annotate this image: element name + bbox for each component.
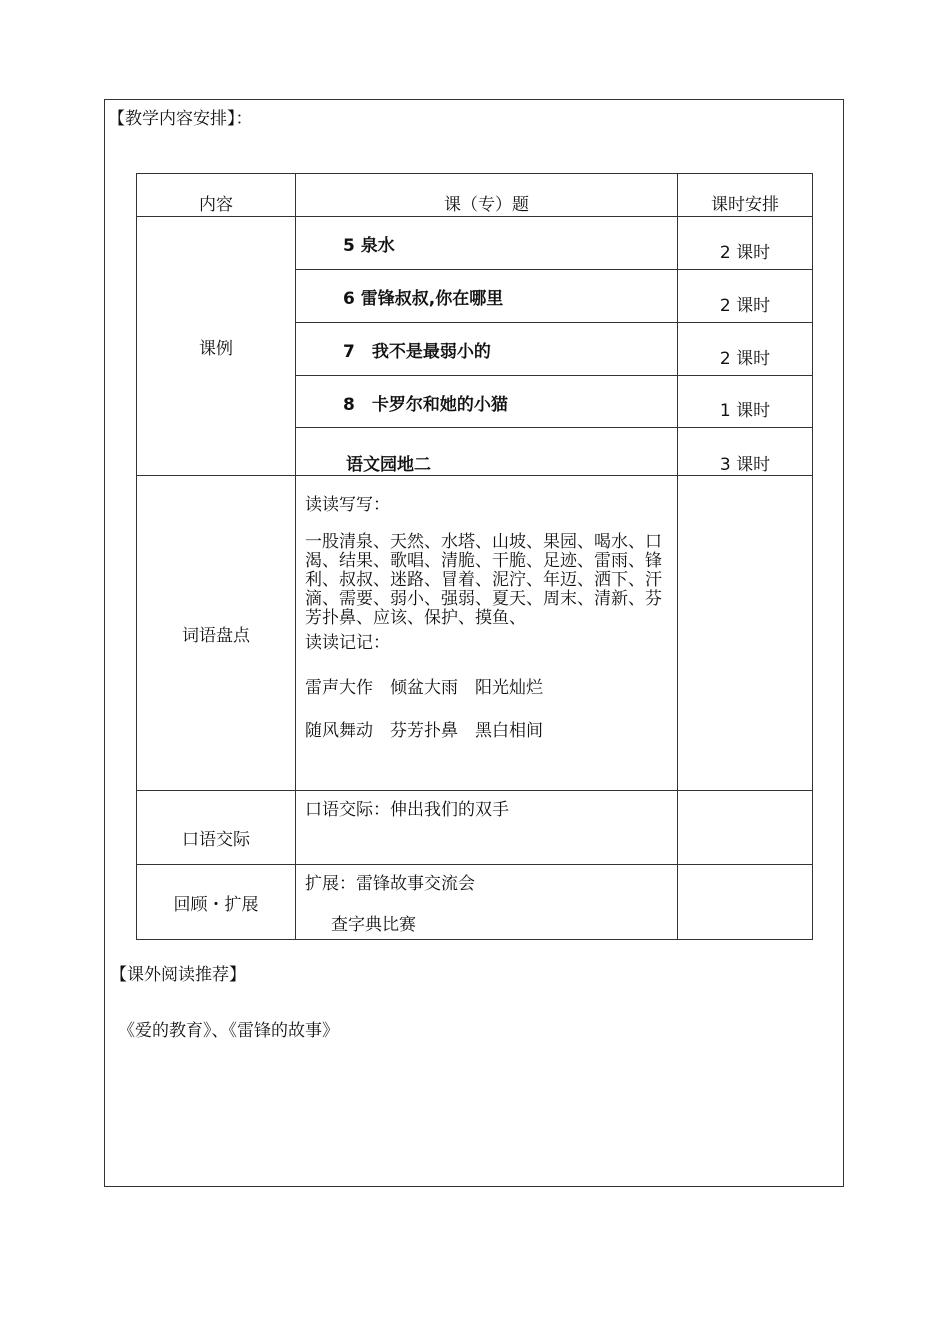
header-topic: 课（专）题: [296, 174, 678, 217]
idioms-line: 雷声大作 倾盆大雨 阳光灿烂: [305, 678, 543, 698]
read-remember-title: 读读记记：: [305, 633, 390, 653]
review-hours-empty: [678, 865, 813, 940]
oral-label: 口语交际: [137, 791, 296, 865]
words-label: 词语盘点: [137, 476, 296, 791]
lesson-hours: 3 课时: [678, 428, 813, 476]
review-line: 扩展：雷锋故事交流会: [305, 874, 475, 894]
lesson-title: 5 泉水: [296, 217, 678, 270]
lessons-label: 课例: [137, 217, 296, 476]
teaching-content-table: [136, 173, 813, 940]
table-header-row: [137, 174, 813, 217]
lesson-title: 7 我不是最弱小的: [296, 323, 678, 376]
lesson-hours: 2 课时: [678, 323, 813, 376]
table-row: [137, 217, 813, 270]
lesson-hours: 2 课时: [678, 270, 813, 323]
read-write-list: 一股清泉、天然、水塔、山坡、果园、喝水、口渴、结果、歌唱、清脆、干脆、足迹、雷雨、锋利、叔叔、迷路、冒着、泥泞、年迈、洒下、汗滴、需要、弱小、强弱、夏天、周末、清新、芬芳扑鼻、应该、保护、摸鱼、: [305, 532, 662, 628]
reading-recommendation-heading: 【课外阅读推荐】: [110, 965, 246, 985]
lesson-title: 语文园地二: [296, 428, 678, 476]
oral-hours-empty: [678, 791, 813, 865]
teaching-arrangement-heading: 【教学内容安排】：: [108, 109, 253, 129]
words-hours-empty: [678, 476, 813, 791]
review-label: 回顾・扩展: [137, 865, 296, 940]
lesson-title: 6 雷锋叔叔,你在哪里: [296, 270, 678, 323]
recommended-books: 《爱的教育》、《雷锋的故事》: [118, 1021, 339, 1041]
words-cell: [296, 476, 678, 791]
table-row: [137, 865, 813, 940]
read-write-title: 读读写写：: [305, 495, 390, 515]
table-row: [137, 791, 813, 865]
idioms-line: 随风舞动 芬芳扑鼻 黑白相间: [305, 721, 543, 741]
oral-text: 口语交际：伸出我们的双手: [296, 791, 678, 865]
lesson-hours: 1 课时: [678, 376, 813, 428]
lesson-title: 8 卡罗尔和她的小猫: [296, 376, 678, 428]
table-row: [137, 476, 813, 791]
review-cell: [296, 865, 678, 940]
header-hours: 课时安排: [678, 174, 813, 217]
lesson-hours: 2 课时: [678, 217, 813, 270]
header-content: 内容: [137, 174, 296, 217]
review-line: 查字典比赛: [331, 915, 416, 935]
